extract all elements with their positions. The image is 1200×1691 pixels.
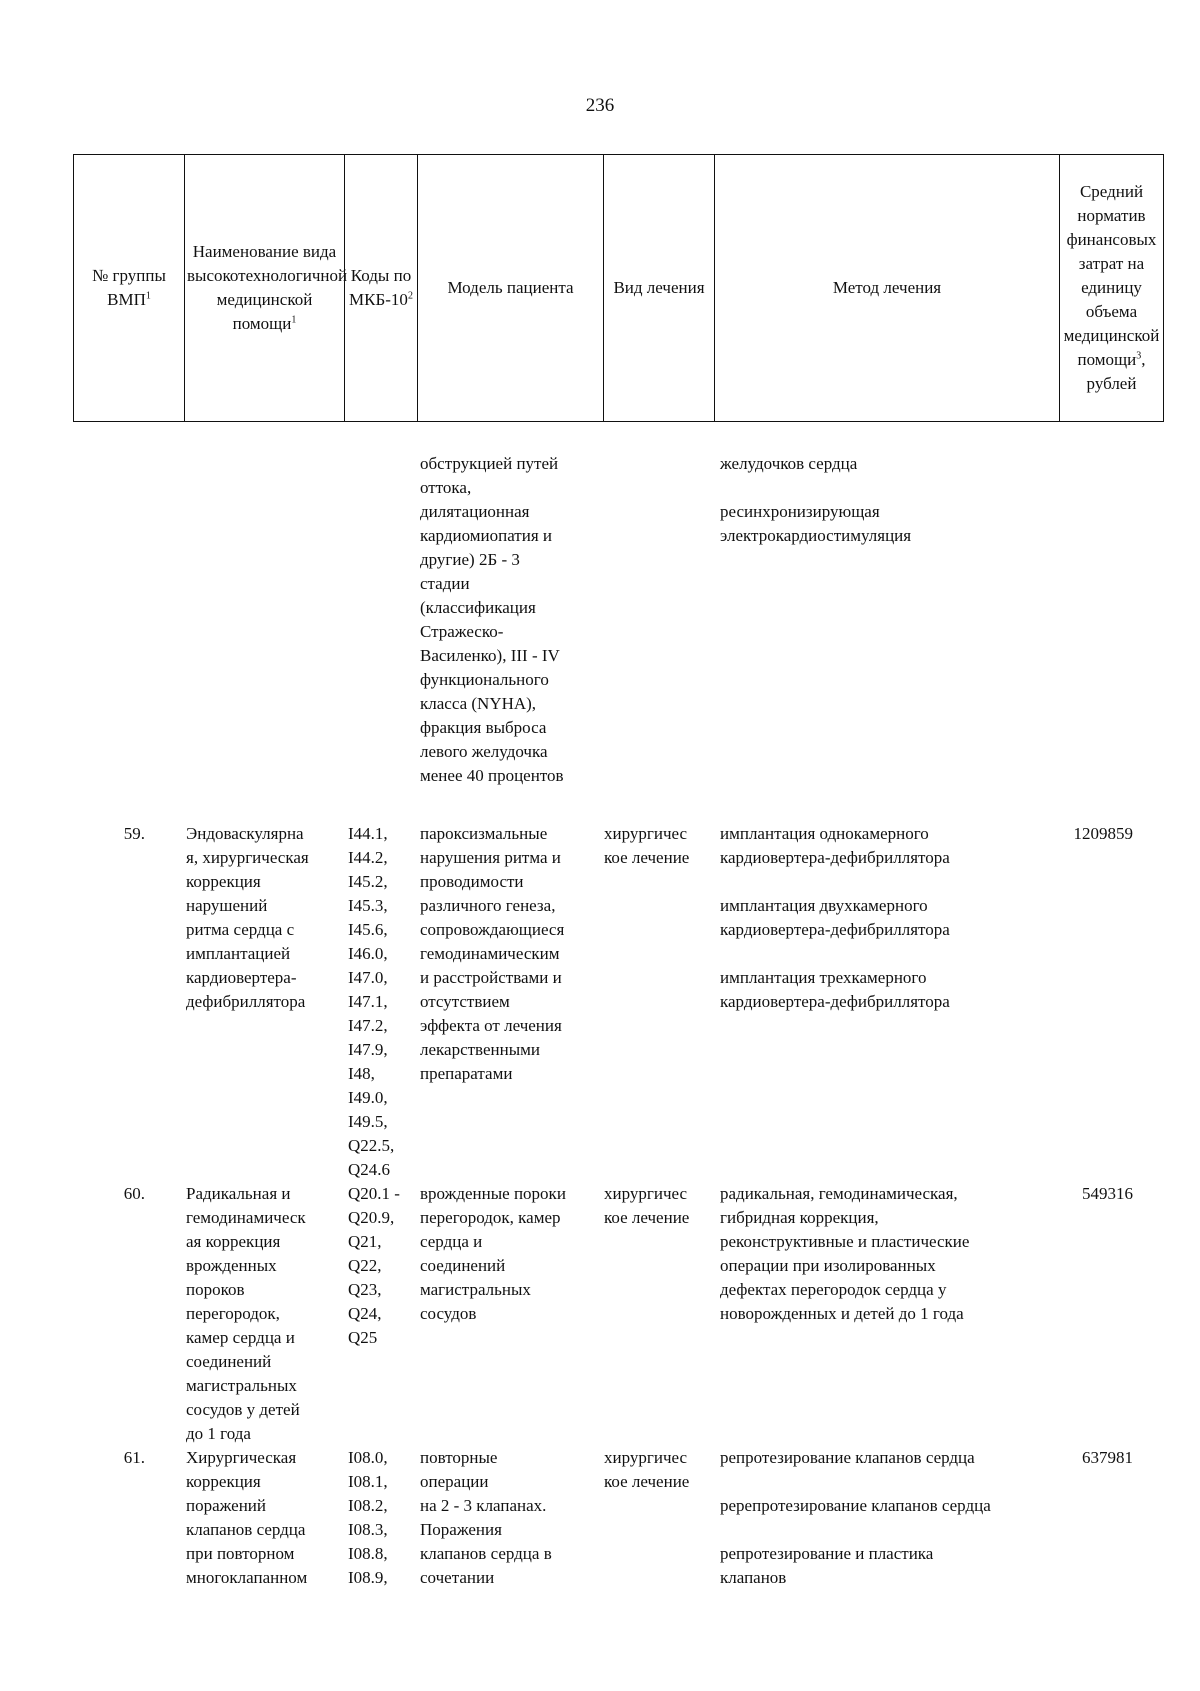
care-name: Хирургическая коррекция поражений клапанов сердца при повторном многоклапанном <box>186 1448 308 1587</box>
continued-method-1: желудочков сердца <box>720 454 858 473</box>
header-cost: Средний норматив финансовых затрат на единицу объема медицинской помощи$^3$, рублей <box>1060 155 1164 422</box>
continued-patient-model: обструкцией путей оттока, дилятационная кардиомиопатия и другие) 2Б - 3 стадии (классификация Стражеско- Василенко), III - IV функционального класса (NYHA), фракция выброса левого желудочка менее 40 процентов <box>420 454 564 785</box>
cost-value: 549316 <box>1082 1184 1133 1203</box>
patient-model: пароксизмальные нарушения ритма и проводимости различного генеза, сопровождающиеся гемодинамическим и расстройствами и отсутствием эффекта от лечения лекарственными препаратами <box>420 824 565 1083</box>
treatment-method: имплантация однокамерного кардиовертера-дефибриллятора <box>720 824 950 867</box>
icd-codes: I44.1, I44.2, I45.2, I45.3, I45.6, I46.0, I47.0, I47.1, I47.2, I47.9, I48, I49.0, I49.5, Q22.5, Q24.6 <box>348 824 395 1179</box>
care-name: Радикальная и гемодинамическ ая коррекция врожденных пороков перегородок, камер сердца и соединений магистральных сосудов у детей до 1 года <box>186 1184 306 1443</box>
icd-codes: I08.0, I08.1, I08.2, I08.3, I08.8, I08.9, <box>348 1448 388 1587</box>
header-treatment-method: Метод лечения <box>715 155 1060 422</box>
header-group-number: № группы ВМП$^1$ <box>74 155 185 422</box>
treatment-method: имплантация трехкамерного кардиовертера-дефибриллятора <box>720 968 950 1011</box>
table-header <box>73 154 1164 422</box>
treatment-method: репротезирование и пластика клапанов <box>720 1544 934 1587</box>
treatment-method: имплантация двухкамерного кардиовертера-дефибриллятора <box>720 896 950 939</box>
header-patient-model: Модель пациента <box>418 155 604 422</box>
row-number: 61. <box>123 1448 145 1467</box>
patient-model: врожденные пороки перегородок, камер сердца и соединений магистральных сосудов <box>420 1184 566 1323</box>
continued-method-2: ресинхронизирующая электрокардиостимуляция <box>720 502 912 545</box>
cost-value: 1209859 <box>1073 824 1133 843</box>
icd-codes: Q20.1 - Q20.9, Q21, Q22, Q23, Q24, Q25 <box>348 1184 400 1347</box>
header-treatment-type: Вид лечения <box>604 155 715 422</box>
treatment-method: репротезирование клапанов сердца <box>720 1448 975 1467</box>
row-number: 60. <box>123 1184 145 1203</box>
treatment-method: ререпротезирование клапанов сердца <box>720 1496 991 1515</box>
row-number: 59. <box>123 824 145 843</box>
header-icd-codes: Коды по МКБ-$10^2$ <box>345 155 418 422</box>
care-name: Эндоваскулярна я, хирургическая коррекция нарушений ритма сердца с имплантацией кардиовертера- дефибриллятора <box>186 824 309 1011</box>
patient-model: повторные операции на 2 - 3 клапанах. Поражения клапанов сердца в сочетании <box>420 1448 552 1587</box>
treatment-type: хирургичес кое лечение <box>604 824 690 867</box>
treatment-method: радикальная, гемодинамическая, гибридная коррекция, реконструктивные и пластические операции при изолированных дефектах перегородок сердца у новорожденных и детей до 1 года <box>720 1184 970 1323</box>
treatment-type: хирургичес кое лечение <box>604 1184 690 1227</box>
cost-value: 637981 <box>1082 1448 1133 1467</box>
header-care-name: Наименование вида высокотехнологичной медицинской помощи$^1$ <box>185 155 345 422</box>
treatment-type: хирургичес кое лечение <box>604 1448 690 1491</box>
page-number: 236 <box>585 95 615 116</box>
